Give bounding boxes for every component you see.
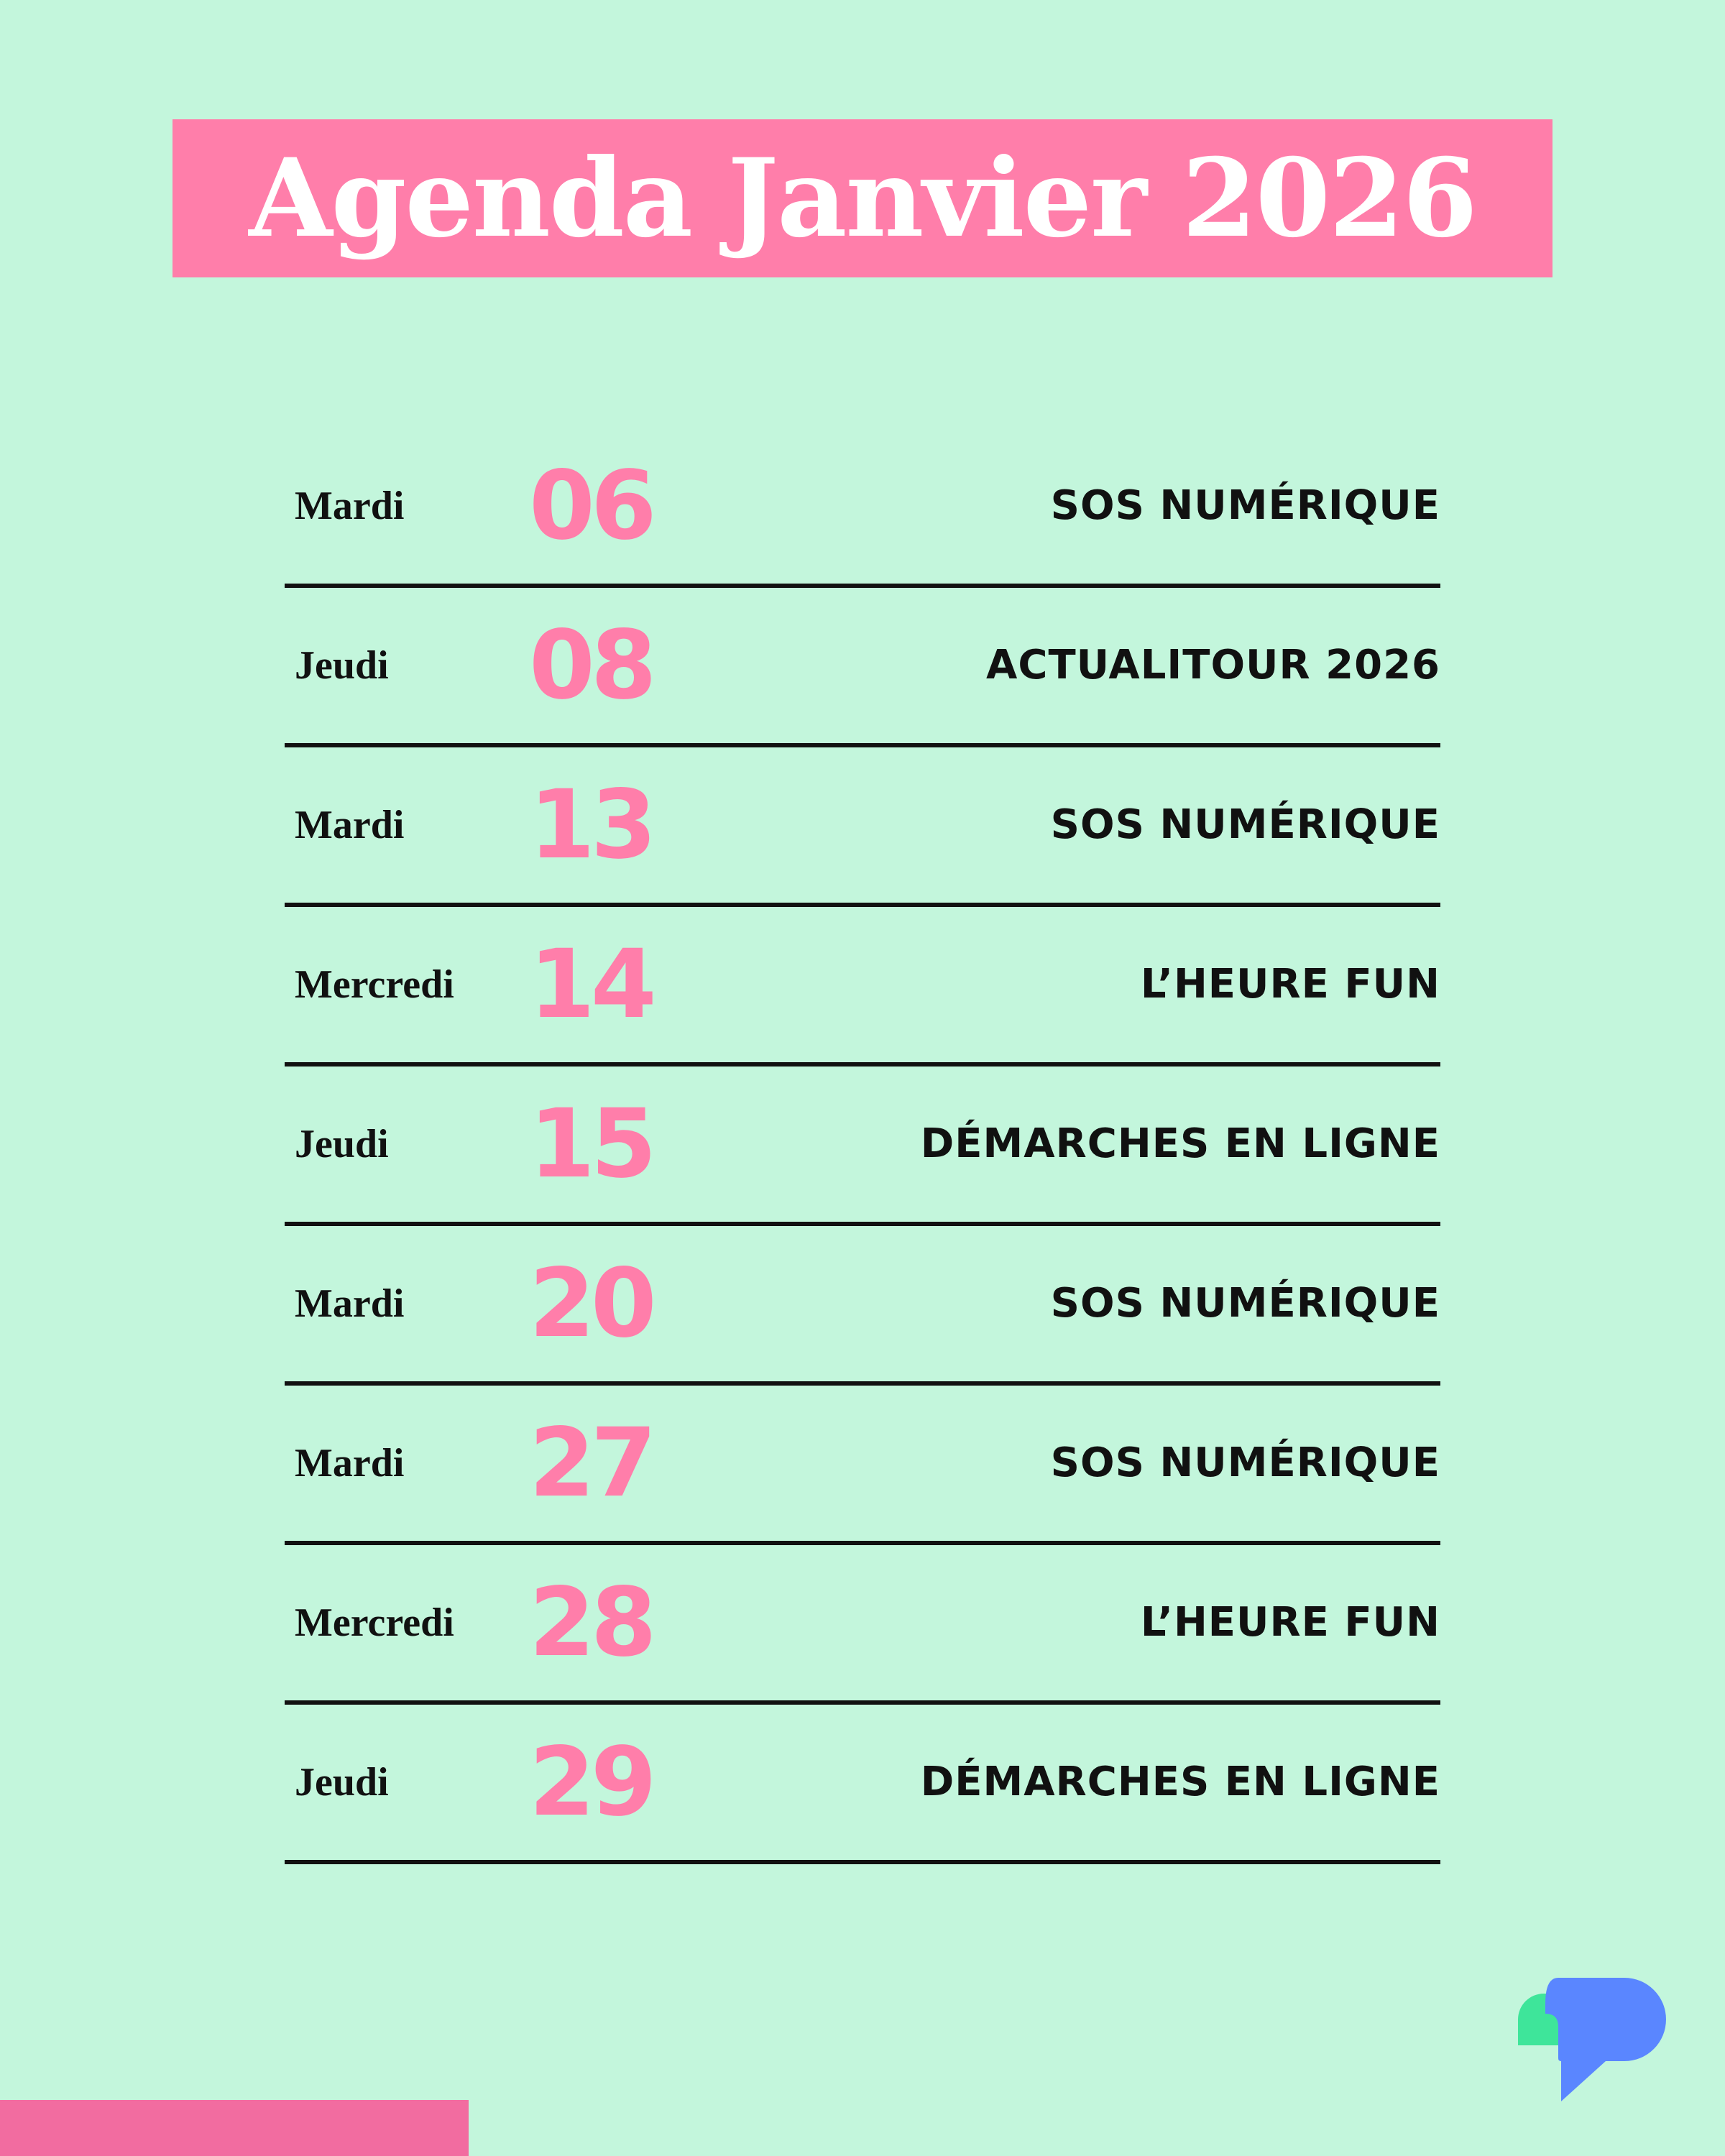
agenda-row [285, 1067, 1440, 1226]
chat-bubble-logo-icon [1517, 1975, 1668, 2104]
title-banner [172, 119, 1552, 277]
agenda-date: 15 [529, 1089, 653, 1199]
logo-blue-shape [1545, 1978, 1666, 2101]
agenda-day: Jeudi [295, 643, 389, 688]
agenda-row [285, 588, 1440, 747]
agenda-row [285, 428, 1440, 588]
agenda-event: L’HEURE FUN [1140, 1599, 1440, 1646]
agenda-list [285, 428, 1440, 1864]
agenda-date: 27 [529, 1408, 653, 1519]
agenda-event: ACTUALITOUR 2026 [986, 642, 1440, 688]
agenda-event: SOS NUMÉRIQUE [1050, 1439, 1440, 1486]
agenda-event: L’HEURE FUN [1140, 961, 1440, 1008]
bottom-accent-bar [0, 2100, 469, 2156]
agenda-row [285, 907, 1440, 1067]
agenda-day: Jeudi [295, 1760, 389, 1805]
agenda-event: SOS NUMÉRIQUE [1050, 801, 1440, 848]
agenda-row [285, 1705, 1440, 1864]
agenda-event: SOS NUMÉRIQUE [1050, 482, 1440, 529]
agenda-row [285, 1545, 1440, 1705]
agenda-date: 20 [529, 1248, 653, 1359]
agenda-day: Mercredi [295, 962, 454, 1007]
agenda-day: Mercredi [295, 1600, 454, 1645]
agenda-day: Jeudi [295, 1122, 389, 1166]
agenda-day: Mardi [295, 803, 405, 847]
agenda-row [285, 1226, 1440, 1386]
agenda-row [285, 747, 1440, 907]
agenda-date: 08 [529, 610, 653, 721]
agenda-event: DÉMARCHES EN LIGNE [920, 1759, 1440, 1805]
agenda-event: DÉMARCHES EN LIGNE [920, 1120, 1440, 1167]
agenda-date: 13 [529, 770, 653, 880]
agenda-event: SOS NUMÉRIQUE [1050, 1280, 1440, 1327]
agenda-day: Mardi [295, 1281, 405, 1326]
agenda-date: 14 [529, 929, 653, 1040]
agenda-date: 28 [529, 1567, 653, 1678]
agenda-date: 29 [529, 1727, 653, 1838]
agenda-row [285, 1386, 1440, 1545]
agenda-day: Mardi [295, 484, 405, 528]
agenda-date: 06 [529, 451, 653, 561]
page-title: Agenda Janvier 2026 [249, 135, 1476, 262]
agenda-day: Mardi [295, 1441, 405, 1485]
